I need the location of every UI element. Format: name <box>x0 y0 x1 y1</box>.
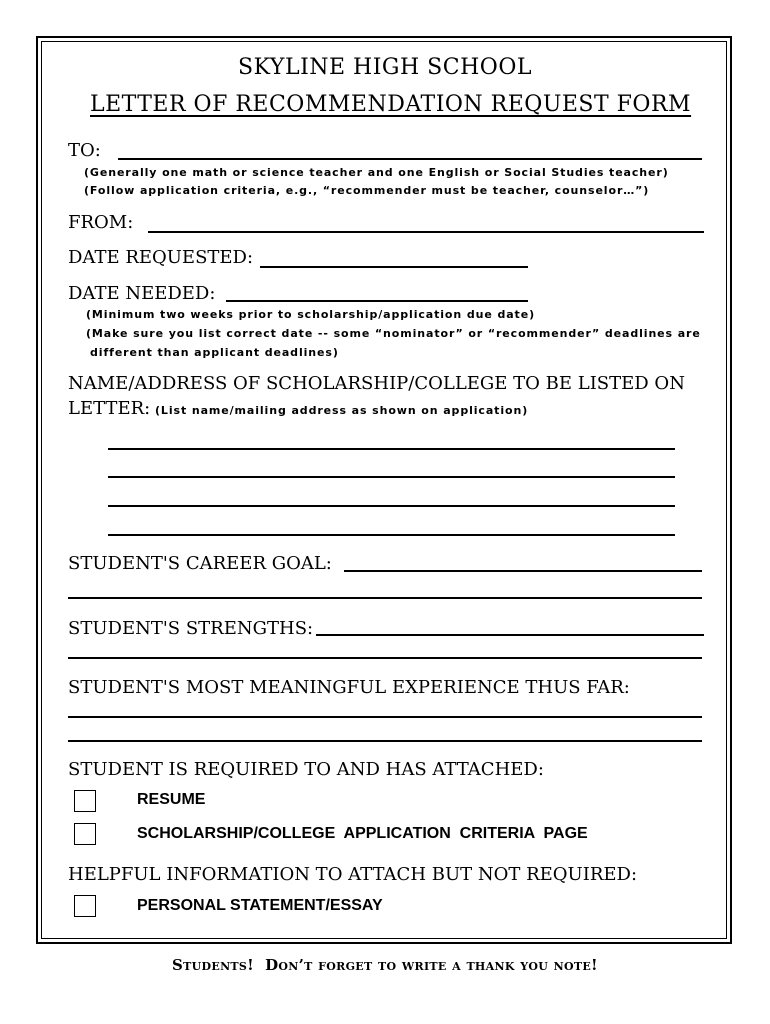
experience-input-line-2[interactable] <box>68 740 702 742</box>
scholarship-address-line-2[interactable] <box>108 476 675 478</box>
strengths-input-line-2[interactable] <box>68 657 702 659</box>
resume-checkbox[interactable] <box>74 790 96 812</box>
helpful-attachments-label: HELPFUL INFORMATION TO ATTACH BUT NOT REQUIRED: <box>68 864 638 885</box>
date-needed-label: DATE NEEDED: <box>68 283 216 304</box>
criteria-page-label: SCHOLARSHIP/COLLEGE APPLICATION CRITERIA PAGE <box>137 825 588 842</box>
experience-input-line-1[interactable] <box>68 716 702 718</box>
school-name: SKYLINE HIGH SCHOOL <box>238 55 532 80</box>
date-needed-note-1: (Minimum two weeks prior to scholarship/application due date) <box>86 308 535 321</box>
from-input-line[interactable] <box>148 231 704 233</box>
scholarship-address-line-1[interactable] <box>108 448 675 450</box>
date-requested-label: DATE REQUESTED: <box>68 247 254 268</box>
to-note-1: (Generally one math or science teacher and one English or Social Studies teacher) <box>84 166 669 179</box>
scholarship-address-line-3[interactable] <box>108 505 675 507</box>
strengths-input-line-1[interactable] <box>316 634 704 636</box>
to-input-line[interactable] <box>118 158 702 160</box>
date-requested-input-line[interactable] <box>260 266 528 268</box>
strengths-label: STUDENT'S STRENGTHS: <box>68 618 314 639</box>
scholarship-note: (List name/mailing address as shown on application) <box>155 404 529 417</box>
experience-label: STUDENT'S MOST MEANINGFUL EXPERIENCE THUS FAR: <box>68 677 630 698</box>
date-needed-note-3: different than applicant deadlines) <box>90 346 339 359</box>
career-goal-input-line-2[interactable] <box>68 597 702 599</box>
form-title: LETTER OF RECOMMENDATION REQUEST FORM <box>90 92 692 117</box>
career-goal-input-line-1[interactable] <box>344 570 702 572</box>
from-label: FROM: <box>68 212 134 233</box>
criteria-page-checkbox[interactable] <box>74 823 96 845</box>
resume-label: RESUME <box>137 791 206 808</box>
date-needed-input-line[interactable] <box>226 300 528 302</box>
scholarship-label-line-1: NAME/ADDRESS OF SCHOLARSHIP/COLLEGE TO BE LISTED ON <box>68 373 685 394</box>
required-attachments-label: STUDENT IS REQUIRED TO AND HAS ATTACHED: <box>68 759 544 780</box>
to-label: TO: <box>68 140 101 161</box>
to-note-2: (Follow application criteria, e.g., “recommender must be teacher, counselor…”) <box>84 184 650 197</box>
date-needed-note-2: (Make sure you list correct date -- some “nominator” or “recommender” deadlines are <box>86 327 701 340</box>
personal-statement-checkbox[interactable] <box>74 895 96 917</box>
career-goal-label: STUDENT'S CAREER GOAL: <box>68 553 332 574</box>
scholarship-address-line-4[interactable] <box>108 534 675 536</box>
scholarship-label-line-2: LETTER: <box>68 398 151 419</box>
personal-statement-label: PERSONAL STATEMENT/ESSAY <box>137 897 383 914</box>
thank-you-reminder: Students! Don’t forget to write a thank you note! <box>172 956 598 974</box>
